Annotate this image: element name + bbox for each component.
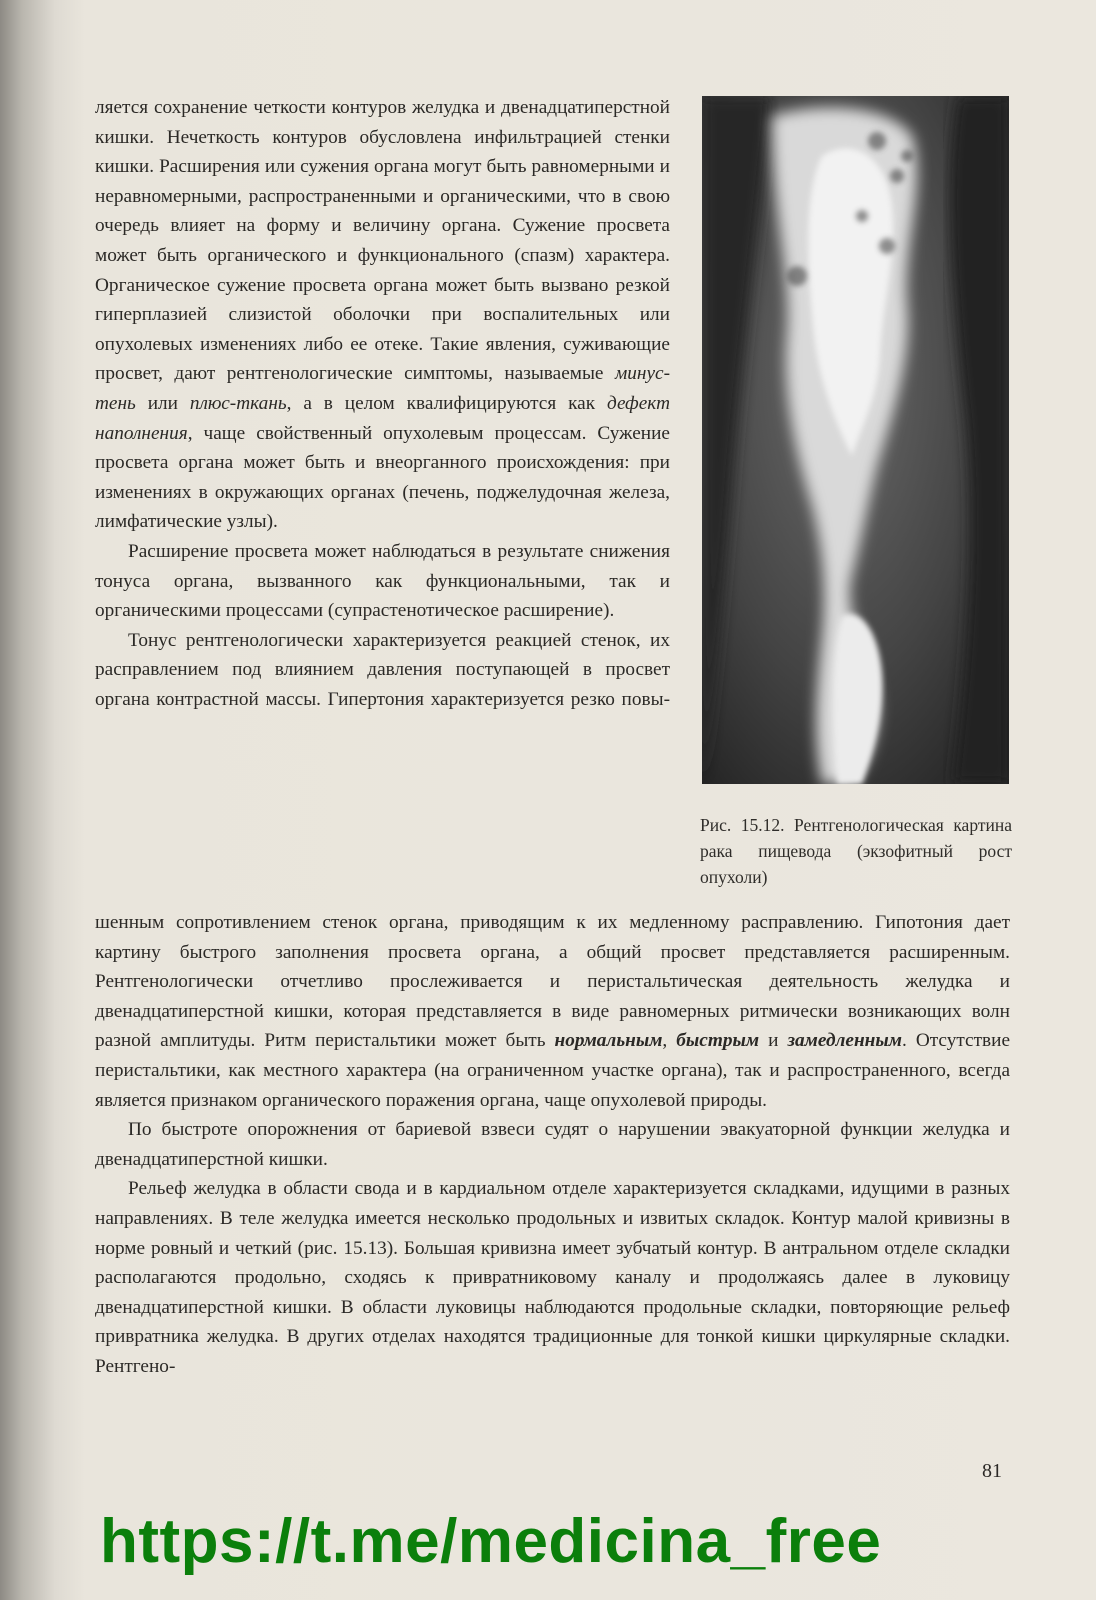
left-column-text <box>95 93 670 714</box>
page-number: 81 <box>982 1460 1002 1482</box>
xray-image <box>702 96 1009 784</box>
full-width-text <box>95 908 1010 1382</box>
figure-caption: Рис. 15.12. Рентгенологическая картина рака пищевода (экзофитный рост опухоли) <box>700 815 1012 887</box>
paragraph-peristalsis: шенным сопротивлением стенок органа, приводящим к их медленному расправлению. Гипотония дает картину быстрого заполнения просвета органа, а общий просвет представляется расширенным. Рентгенологически отчетливо прослеживается и перистальтическая деятельность желудка и двенадцатиперстной кишки, которая представляется в виде равномерных ритмически возникающих волн разной амплитуды. Ритм перистальтики может быть нормальным, быстрым и замедленным. Отсутствие перистальтики, как местного характера (на ограниченном участке органа), так и распространенного, всегда является признаком органического поражения органа, чаще опухолевой природы. <box>95 912 1011 1111</box>
paragraph-evacuation: По быстроте опорожнения от бариевой взвеси судят о нарушении эвакуаторной функции желудка и двенадцатиперстной кишки. <box>95 1119 1010 1170</box>
paragraph-relief: Рельеф желудка в области свода и в кардиальном отделе характеризуется складками, идущими в разных направлениях. В теле желудка имеется несколько продольных и извитых складок. Контур малой кривизны в норме ровный и четкий (рис. 15.13). Большая кривизна имеет зубчатый контур. В антральном отделе складки располагаются продольно, сходясь к привратниковому каналу и продолжаясь далее в луковицу двенадцатиперстной кишки. В области луковицы наблюдаются продольные складки, повторяющие рельеф привратника желудка. В других отделах находятся традиционные для тонкой кишки циркулярные складки. Рентгено- <box>95 1178 1010 1377</box>
paragraph-contours: ляется сохранение четкости контуров желудка и двенадцатиперстной кишки. Нечеткость контуров обусловлена инфильтрацией стенки кишки. Расширения или сужения органа могут быть равномерными и неравномерными, распространенными и органическими, что в свою очередь влияет на форму и величину органа. Сужение просвета может быть органического и функционального (спазм) характера. Органическое сужение просвета органа может быть вызвано резкой гиперплазией слизистой оболочки при воспалительных или опухолевых изменениях либо ее отеке. Такие явления, суживающие просвет, дают рентгенологические симптомы, называемые минус-тень или плюс-ткань, а в целом квалифицируются как дефект наполнения, чаще свойственный опухолевым процессам. Сужение просвета органа может быть и внеорганного происхождения: при изменениях в окружающих органах (печень, поджелудочная железа, лимфатические узлы). <box>95 97 670 533</box>
paragraph-dilation: Расширение просвета может наблюдаться в результате снижения тонуса органа, вызванного как функциональными, так и органическими процессами (супрастенотическое расширение). <box>95 540 670 622</box>
term-minus-ten: минус-тень <box>95 363 670 414</box>
watermark-link: https://t.me/medicina_free <box>100 1507 882 1576</box>
term-slow: замедленным <box>787 1030 902 1052</box>
term-fast: быстрым <box>676 1030 760 1052</box>
term-normal: нормальным <box>554 1030 663 1052</box>
paragraph-tonus: Тонус рентгенологически характеризуется реакцией стенок, их расправлением под влиянием давления поступающей в просвет органа контрастной массы. Гипертония характеризуется резко повы- <box>95 629 670 710</box>
xray-figure <box>702 96 1009 784</box>
term-plus-tkan: плюс-ткань <box>189 392 287 414</box>
term-filling-defect: дефект наполнения <box>95 392 670 444</box>
